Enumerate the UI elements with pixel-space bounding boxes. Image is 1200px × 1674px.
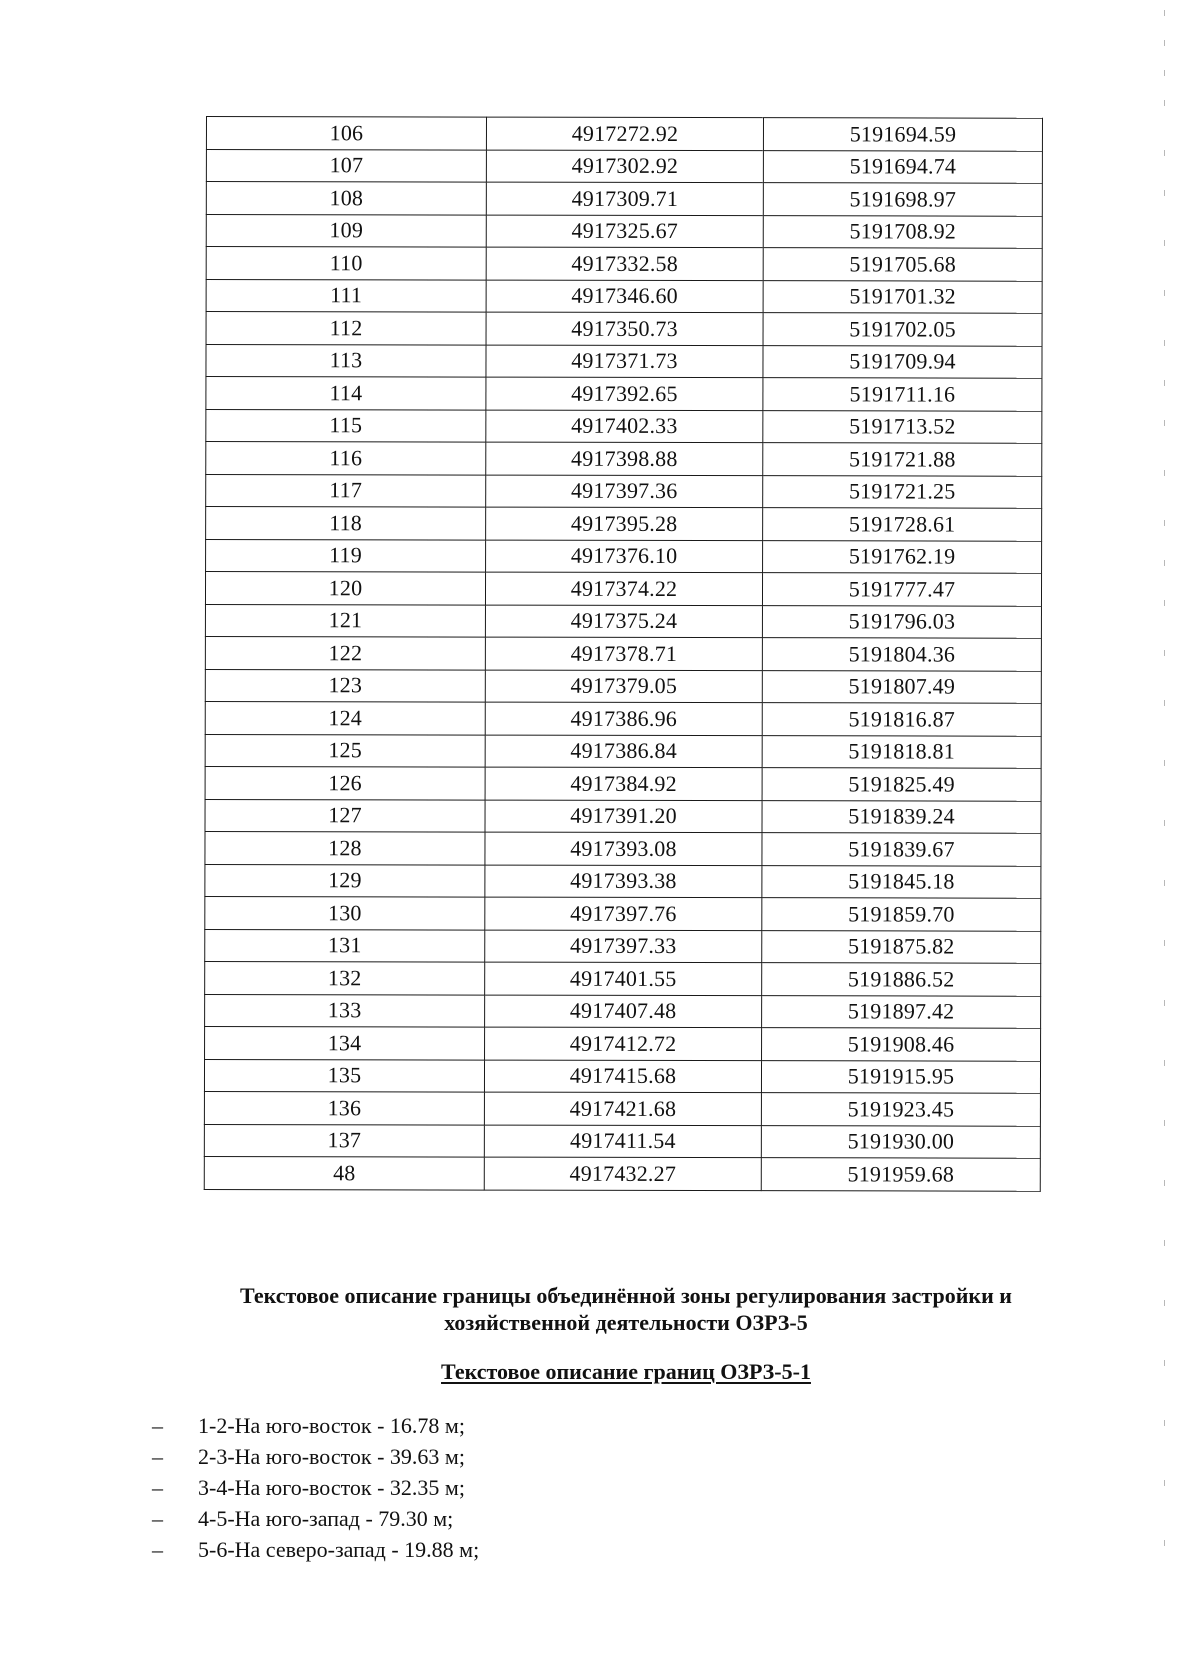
table-row (205, 766, 1041, 800)
point-number-cell: 134 (205, 1026, 485, 1059)
point-number-cell: 114 (206, 377, 486, 410)
point-number-cell: 113 (206, 344, 486, 377)
table-row (205, 831, 1041, 865)
x-coordinate-cell: 4917397.33 (485, 930, 762, 963)
table-row (206, 312, 1042, 346)
table-row (205, 929, 1041, 963)
section-subheading-text: Текстовое описание границ ОЗРЗ-5-1 (441, 1359, 811, 1384)
point-number-cell: 128 (205, 831, 485, 864)
point-number-cell: 125 (205, 734, 485, 767)
point-number-cell: 120 (205, 572, 485, 605)
scan-speck (1164, 1000, 1165, 1006)
table-row (206, 247, 1042, 281)
segment-description: 4-5-На юго-запад - 79.30 м; (198, 1506, 454, 1531)
coordinates-table (204, 116, 1043, 1191)
y-coordinate-cell: 5191728.61 (763, 508, 1042, 541)
coordinates-table-body (204, 117, 1042, 1191)
table-row (206, 474, 1042, 508)
table-row (205, 572, 1041, 606)
point-number-cell: 131 (205, 929, 485, 962)
y-coordinate-cell: 5191702.05 (763, 313, 1042, 346)
scan-speck (1164, 190, 1165, 196)
scan-speck (1164, 40, 1165, 46)
point-number-cell: 129 (205, 864, 485, 897)
list-item (152, 1503, 479, 1534)
list-item (152, 1472, 479, 1503)
x-coordinate-cell: 4917386.96 (485, 702, 762, 735)
point-number-cell: 109 (206, 214, 486, 247)
y-coordinate-cell: 5191762.19 (763, 540, 1042, 573)
point-number-cell: 110 (206, 247, 486, 280)
scan-speck (1164, 1120, 1165, 1126)
y-coordinate-cell: 5191915.95 (761, 1060, 1040, 1093)
scan-speck (1164, 520, 1165, 526)
table-row (206, 182, 1042, 216)
x-coordinate-cell: 4917402.33 (486, 410, 763, 443)
x-coordinate-cell: 4917395.28 (486, 507, 763, 540)
x-coordinate-cell: 4917332.58 (486, 247, 763, 280)
table-row (205, 799, 1041, 833)
scan-speck (1164, 1540, 1165, 1546)
y-coordinate-cell: 5191705.68 (763, 248, 1042, 281)
x-coordinate-cell: 4917407.48 (485, 995, 762, 1028)
table-row (205, 669, 1041, 703)
table-row (204, 1091, 1040, 1125)
table-row (206, 279, 1042, 313)
scan-speck (1164, 150, 1165, 156)
scan-speck (1164, 1300, 1165, 1306)
y-coordinate-cell: 5191845.18 (762, 865, 1041, 898)
y-coordinate-cell: 5191818.81 (762, 735, 1041, 768)
section-heading-line-1: Текстовое описание границы объединённой зоны регулирования застройки и (240, 1283, 1012, 1308)
y-coordinate-cell: 5191694.74 (763, 150, 1042, 183)
y-coordinate-cell: 5191804.36 (762, 638, 1041, 671)
x-coordinate-cell: 4917401.55 (485, 962, 762, 995)
x-coordinate-cell: 4917397.36 (486, 475, 763, 508)
section-subheading (160, 1358, 1092, 1385)
y-coordinate-cell: 5191908.46 (762, 1028, 1041, 1061)
table-row (206, 442, 1042, 476)
x-coordinate-cell: 4917371.73 (486, 345, 763, 378)
list-dash: – (152, 1444, 163, 1469)
scan-speck (1164, 760, 1165, 766)
x-coordinate-cell: 4917376.10 (486, 540, 763, 573)
x-coordinate-cell: 4917384.92 (485, 767, 762, 800)
list-dash: – (152, 1413, 163, 1438)
x-coordinate-cell: 4917393.38 (485, 865, 762, 898)
point-number-cell: 115 (206, 409, 486, 442)
x-coordinate-cell: 4917379.05 (485, 670, 762, 703)
table-row (205, 701, 1041, 735)
list-item (152, 1410, 479, 1441)
x-coordinate-cell: 4917421.68 (484, 1092, 761, 1125)
y-coordinate-cell: 5191807.49 (762, 670, 1041, 703)
y-coordinate-cell: 5191721.88 (763, 443, 1042, 476)
y-coordinate-cell: 5191721.25 (763, 475, 1042, 508)
x-coordinate-cell: 4917272.92 (486, 117, 763, 150)
table-row (206, 409, 1042, 443)
point-number-cell: 116 (206, 442, 486, 475)
x-coordinate-cell: 4917391.20 (485, 800, 762, 833)
point-number-cell: 121 (205, 604, 485, 637)
point-number-cell: 123 (205, 669, 485, 702)
scan-speck (1164, 420, 1165, 426)
x-coordinate-cell: 4917415.68 (484, 1060, 761, 1093)
scan-speck (1164, 1240, 1165, 1246)
y-coordinate-cell: 5191930.00 (761, 1125, 1040, 1158)
x-coordinate-cell: 4917386.84 (485, 735, 762, 768)
point-number-cell: 106 (206, 117, 486, 150)
scan-speck (1164, 380, 1165, 386)
y-coordinate-cell: 5191839.67 (762, 833, 1041, 866)
y-coordinate-cell: 5191708.92 (763, 215, 1042, 248)
y-coordinate-cell: 5191886.52 (762, 963, 1041, 996)
point-number-cell: 124 (205, 701, 485, 734)
y-coordinate-cell: 5191897.42 (762, 995, 1041, 1028)
scan-speck (1164, 1060, 1165, 1066)
point-number-cell: 135 (204, 1059, 484, 1092)
scan-speck (1164, 290, 1165, 296)
table-row (205, 604, 1041, 638)
table-row (206, 344, 1042, 378)
list-item (152, 1534, 479, 1565)
y-coordinate-cell: 5191701.32 (763, 280, 1042, 313)
point-number-cell: 130 (205, 896, 485, 929)
segment-description: 1-2-На юго-восток - 16.78 м; (198, 1413, 465, 1438)
segment-description: 5-6-На северо-запад - 19.88 м; (198, 1537, 480, 1562)
point-number-cell: 112 (206, 312, 486, 345)
table-row (204, 1124, 1040, 1158)
table-row (205, 994, 1041, 1028)
scan-margin-specks (1158, 0, 1172, 1674)
y-coordinate-cell: 5191839.24 (762, 800, 1041, 833)
list-dash: – (152, 1537, 163, 1562)
table-row (206, 507, 1042, 541)
x-coordinate-cell: 4917378.71 (485, 637, 762, 670)
y-coordinate-cell: 5191698.97 (763, 183, 1042, 216)
table-row (206, 539, 1042, 573)
table-row (206, 377, 1042, 411)
table-row (204, 1059, 1040, 1093)
scan-speck (1164, 1420, 1165, 1426)
point-number-cell: 107 (206, 149, 486, 182)
x-coordinate-cell: 4917397.76 (485, 897, 762, 930)
list-dash: – (152, 1506, 163, 1531)
scan-speck (1164, 1480, 1165, 1486)
scan-speck (1164, 940, 1165, 946)
scan-speck (1164, 650, 1165, 656)
point-number-cell: 126 (205, 766, 485, 799)
x-coordinate-cell: 4917398.88 (486, 442, 763, 475)
x-coordinate-cell: 4917325.67 (486, 215, 763, 248)
x-coordinate-cell: 4917309.71 (486, 182, 763, 215)
scan-speck (1164, 100, 1165, 106)
point-number-cell: 127 (205, 799, 485, 832)
x-coordinate-cell: 4917392.65 (486, 377, 763, 410)
table-row (206, 149, 1042, 183)
y-coordinate-cell: 5191694.59 (763, 118, 1042, 151)
table-row (205, 734, 1041, 768)
point-number-cell: 137 (204, 1124, 484, 1157)
table-row (205, 864, 1041, 898)
y-coordinate-cell: 5191777.47 (762, 573, 1041, 606)
scan-speck (1164, 70, 1165, 76)
scan-speck (1164, 700, 1165, 706)
point-number-cell: 136 (204, 1091, 484, 1124)
segment-description: 2-3-На юго-восток - 39.63 м; (198, 1444, 465, 1469)
scan-speck (1164, 1180, 1165, 1186)
x-coordinate-cell: 4917432.27 (484, 1157, 761, 1190)
point-number-cell: 122 (205, 636, 485, 669)
list-dash: – (152, 1475, 163, 1500)
table-row (205, 961, 1041, 995)
scan-speck (1164, 820, 1165, 826)
table-row (204, 1156, 1040, 1190)
x-coordinate-cell: 4917375.24 (485, 605, 762, 638)
x-coordinate-cell: 4917302.92 (486, 150, 763, 183)
point-number-cell: 48 (204, 1156, 484, 1189)
point-number-cell: 108 (206, 182, 486, 215)
table-row (205, 1026, 1041, 1060)
y-coordinate-cell: 5191923.45 (761, 1093, 1040, 1126)
segment-description: 3-4-На юго-восток - 32.35 м; (198, 1475, 465, 1500)
scan-speck (1164, 470, 1165, 476)
scan-speck (1164, 560, 1165, 566)
section-heading (160, 1282, 1092, 1336)
y-coordinate-cell: 5191959.68 (761, 1158, 1040, 1191)
x-coordinate-cell: 4917412.72 (485, 1027, 762, 1060)
point-number-cell: 132 (205, 961, 485, 994)
scan-speck (1164, 600, 1165, 606)
y-coordinate-cell: 5191709.94 (763, 345, 1042, 378)
y-coordinate-cell: 5191713.52 (763, 410, 1042, 443)
x-coordinate-cell: 4917350.73 (486, 312, 763, 345)
point-number-cell: 118 (206, 507, 486, 540)
point-number-cell: 117 (206, 474, 486, 507)
list-item (152, 1441, 479, 1472)
scan-speck (1164, 10, 1165, 16)
y-coordinate-cell: 5191711.16 (763, 378, 1042, 411)
scan-speck (1164, 240, 1165, 246)
point-number-cell: 111 (206, 279, 486, 312)
scan-speck (1164, 1360, 1165, 1366)
y-coordinate-cell: 5191816.87 (762, 703, 1041, 736)
x-coordinate-cell: 4917411.54 (484, 1125, 761, 1158)
table-row (205, 636, 1041, 670)
x-coordinate-cell: 4917393.08 (485, 832, 762, 865)
x-coordinate-cell: 4917374.22 (485, 572, 762, 605)
y-coordinate-cell: 5191825.49 (762, 768, 1041, 801)
scan-speck (1164, 880, 1165, 886)
table-row (206, 117, 1042, 151)
point-number-cell: 133 (205, 994, 485, 1027)
section-heading-line-2: хозяйственной деятельности ОЗРЗ-5 (444, 1310, 808, 1335)
y-coordinate-cell: 5191875.82 (762, 930, 1041, 963)
table-row (205, 896, 1041, 930)
x-coordinate-cell: 4917346.60 (486, 280, 763, 313)
y-coordinate-cell: 5191859.70 (762, 898, 1041, 931)
boundary-segments-list (152, 1410, 479, 1565)
y-coordinate-cell: 5191796.03 (762, 605, 1041, 638)
point-number-cell: 119 (206, 539, 486, 572)
scan-speck (1164, 340, 1165, 346)
table-row (206, 214, 1042, 248)
